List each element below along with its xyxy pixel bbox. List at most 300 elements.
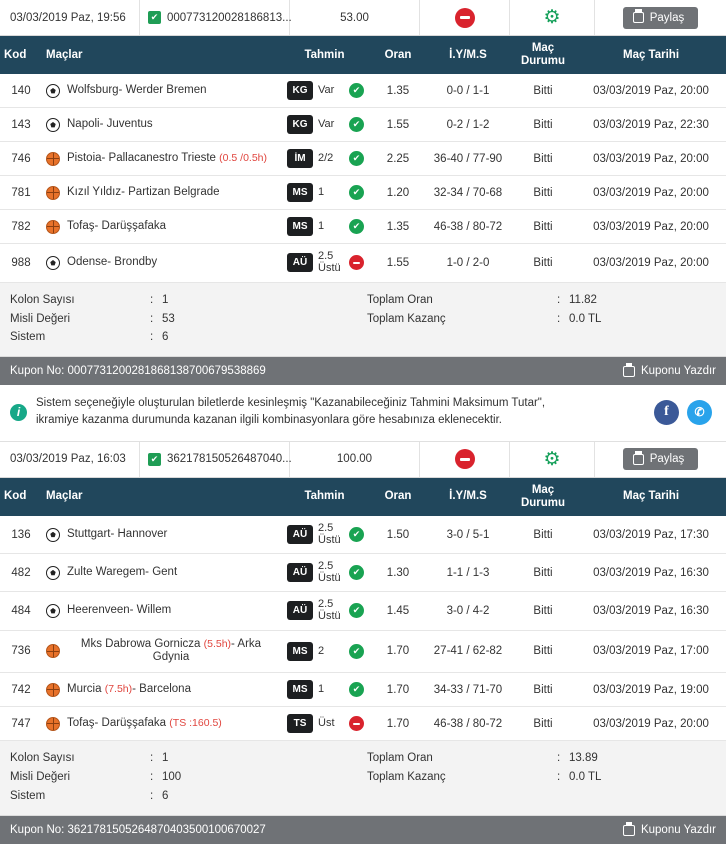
twitter-icon[interactable]: ✆ <box>687 400 712 425</box>
bet-value-line1: 2.5 <box>318 250 334 263</box>
row-kod: 781 <box>0 176 42 210</box>
match-name-text: Wolfsburg- Werder Bremen <box>67 84 207 97</box>
match-name-text: Stuttgart- Hannover <box>67 527 168 540</box>
match-inner <box>46 717 275 731</box>
tahmin-inner <box>283 251 366 274</box>
football-icon <box>46 118 60 132</box>
row-tahmin <box>279 592 370 630</box>
row-oran: 1.45 <box>370 592 426 630</box>
bet-type-badge: AÜ <box>287 253 313 272</box>
row-oran: 1.30 <box>370 554 426 592</box>
printer-icon <box>623 825 635 836</box>
table-row <box>0 108 726 142</box>
coupon-topbar <box>0 0 726 36</box>
match-name-text: Napoli- Juventus <box>67 118 153 131</box>
status-won-icon: ✔ <box>349 151 364 166</box>
summary-colon: : <box>150 752 154 765</box>
tahmin-inner <box>283 714 366 733</box>
info-icon: i <box>10 404 27 421</box>
coupon-code: 362178150526487040... <box>167 453 292 466</box>
match-inner <box>46 118 275 132</box>
share-printer-icon <box>633 12 644 23</box>
col-header-mac-durumu <box>510 36 576 74</box>
coupon-code: 000773120028186813... <box>167 11 292 24</box>
row-mac-durumu: Bitti <box>510 108 576 142</box>
cancel-coupon-cell <box>420 0 510 35</box>
row-kod: 136 <box>0 516 42 554</box>
settings-cell <box>510 0 595 35</box>
minus-bar <box>460 16 470 19</box>
row-mac-tarihi: 03/03/2019 Paz, 17:00 <box>576 630 726 673</box>
football-icon <box>46 604 60 618</box>
bet-value <box>318 561 344 584</box>
check-icon: ✔ <box>148 11 161 24</box>
col-header-oran: Oran <box>370 478 426 516</box>
bet-type-badge: KG <box>287 81 313 100</box>
col-header-tahmin: Tahmin <box>279 478 370 516</box>
match-name <box>67 152 267 166</box>
bet-value: 2/2 <box>318 152 334 165</box>
share-cell <box>595 0 726 35</box>
bet-type-badge: MS <box>287 183 313 202</box>
row-mac-durumu: Bitti <box>510 142 576 176</box>
match-name <box>67 118 153 132</box>
match-inner <box>46 152 275 166</box>
match-name-text: Mks Dabrowa Gornicza <box>80 637 201 650</box>
label-toplam-oran: Toplam Oran <box>367 752 433 765</box>
facebook-icon[interactable]: f <box>654 400 679 425</box>
summary-colon: : <box>150 771 154 784</box>
bet-type-badge: KG <box>287 115 313 134</box>
mac-durumu-line1: Maç <box>531 483 555 496</box>
match-handicap: (7.5h) <box>104 682 133 695</box>
value-toplam-oran: 11.82 <box>569 293 597 306</box>
bet-type-badge: AÜ <box>287 525 313 544</box>
row-iyms: 27-41 / 62-82 <box>426 630 510 673</box>
coupon-code-cell <box>140 442 290 477</box>
summary-colon: : <box>557 771 561 784</box>
coupon-block <box>0 442 726 844</box>
summary-right <box>363 749 726 806</box>
status-won-icon: ✔ <box>349 603 364 618</box>
summary-colon: : <box>557 293 561 306</box>
tahmin-inner <box>283 680 366 699</box>
col-header-tahmin: Tahmin <box>279 36 370 74</box>
row-kod: 482 <box>0 554 42 592</box>
status-won-icon: ✔ <box>349 117 364 132</box>
row-oran: 1.35 <box>370 210 426 244</box>
bet-value: 1 <box>318 682 325 695</box>
value-toplam-kazanc: 0.0 TL <box>569 771 602 784</box>
row-oran: 1.55 <box>370 244 426 282</box>
bets-table <box>0 478 726 741</box>
bet-type-badge: MS <box>287 217 313 236</box>
col-header-iyms: İ.Y/M.S <box>426 36 510 74</box>
check-icon: ✔ <box>148 453 161 466</box>
bet-type-badge: MS <box>287 642 313 661</box>
col-header-kod: Kod <box>0 478 42 516</box>
status-won-icon: ✔ <box>349 644 364 659</box>
row-match <box>42 673 279 707</box>
tahmin-inner <box>283 217 366 236</box>
row-mac-tarihi: 03/03/2019 Paz, 20:00 <box>576 142 726 176</box>
summary-colon: : <box>557 312 561 325</box>
tahmin-inner <box>283 523 366 546</box>
row-tahmin <box>279 707 370 741</box>
printer-icon <box>623 366 635 377</box>
match-name <box>67 528 167 542</box>
match-name-text: Kızıl Yıldız- Partizan Belgrade <box>67 186 220 199</box>
bet-value-line1: 2.5 <box>318 522 334 535</box>
bet-value-line2: Üstü <box>318 609 341 622</box>
label-sistem: Sistem <box>10 790 46 803</box>
row-tahmin <box>279 142 370 176</box>
match-name-text: Tofaş- Darüşşafaka <box>67 220 167 233</box>
basketball-icon <box>46 152 60 166</box>
football-icon <box>46 256 60 270</box>
summary-right <box>363 291 726 348</box>
tahmin-inner <box>283 115 366 134</box>
row-tahmin <box>279 210 370 244</box>
summary-row <box>367 291 726 310</box>
value-kolon-sayisi: 1 <box>162 752 169 765</box>
status-lost-bar <box>353 262 360 264</box>
coupon-block <box>0 0 726 385</box>
bet-value: 1 <box>318 186 325 199</box>
status-lost-icon <box>349 255 364 270</box>
match-name <box>67 220 166 234</box>
row-match <box>42 244 279 282</box>
basketball-icon <box>46 717 60 731</box>
row-iyms: 3-0 / 4-2 <box>426 592 510 630</box>
match-inner <box>46 84 275 98</box>
row-match <box>42 707 279 741</box>
row-iyms: 36-40 / 77-90 <box>426 142 510 176</box>
bet-type-badge: İM <box>287 149 313 168</box>
col-header-oran: Oran <box>370 36 426 74</box>
coupon-date: 03/03/2019 Paz, 19:56 <box>0 0 140 35</box>
row-mac-durumu: Bitti <box>510 210 576 244</box>
match-name <box>67 638 275 666</box>
coupon-date: 03/03/2019 Paz, 16:03 <box>0 442 140 477</box>
mac-durumu-line2: Durumu <box>520 497 566 509</box>
status-won-icon: ✔ <box>349 527 364 542</box>
col-header-kod: Kod <box>0 36 42 74</box>
row-oran: 1.20 <box>370 176 426 210</box>
status-won-icon: ✔ <box>349 219 364 234</box>
row-mac-tarihi: 03/03/2019 Paz, 20:00 <box>576 707 726 741</box>
match-name <box>67 566 177 580</box>
table-row <box>0 592 726 630</box>
status-lost-icon <box>349 716 364 731</box>
row-mac-durumu: Bitti <box>510 673 576 707</box>
table-row <box>0 516 726 554</box>
summary-row <box>367 768 726 787</box>
share-cell <box>595 442 726 477</box>
col-header-mac-tarihi: Maç Tarihi <box>576 478 726 516</box>
row-mac-tarihi: 03/03/2019 Paz, 17:30 <box>576 516 726 554</box>
bet-value <box>318 599 344 622</box>
row-oran: 1.70 <box>370 630 426 673</box>
basketball-icon <box>46 186 60 200</box>
row-mac-durumu: Bitti <box>510 554 576 592</box>
bet-value: Var <box>318 118 335 131</box>
bet-value-line2: Üstü <box>318 261 341 274</box>
match-name <box>67 604 171 618</box>
table-row <box>0 142 726 176</box>
share-button-label: Paylaş <box>649 453 685 466</box>
summary-row <box>10 328 363 347</box>
table-row <box>0 210 726 244</box>
mac-durumu-line1: Maç <box>531 42 555 54</box>
coupon-summary <box>0 741 726 816</box>
match-handicap: (TS :160.5) <box>169 716 222 729</box>
col-header-maclar: Maçlar <box>42 36 279 74</box>
row-iyms: 32-34 / 70-68 <box>426 176 510 210</box>
coupon-no-bar <box>0 816 726 844</box>
col-header-maclar: Maçlar <box>42 478 279 516</box>
bets-table <box>0 36 726 283</box>
match-handicap: (0.5 /0.5h) <box>219 152 268 165</box>
tahmin-inner <box>283 183 366 202</box>
row-tahmin <box>279 108 370 142</box>
row-match <box>42 516 279 554</box>
row-mac-tarihi: 03/03/2019 Paz, 16:30 <box>576 554 726 592</box>
row-oran: 2.25 <box>370 142 426 176</box>
row-kod: 782 <box>0 210 42 244</box>
coupon-no-bar <box>0 357 726 385</box>
status-won-icon: ✔ <box>349 682 364 697</box>
summary-left <box>0 291 363 348</box>
row-iyms: 46-38 / 80-72 <box>426 707 510 741</box>
match-handicap: (5.5h) <box>203 637 232 650</box>
basketball-icon <box>46 683 60 697</box>
value-kolon-sayisi: 1 <box>162 293 169 306</box>
summary-colon: : <box>150 312 154 325</box>
row-iyms: 46-38 / 80-72 <box>426 210 510 244</box>
row-match <box>42 74 279 108</box>
table-row <box>0 176 726 210</box>
row-mac-durumu: Bitti <box>510 244 576 282</box>
coupon-summary <box>0 283 726 358</box>
summary-row <box>10 291 363 310</box>
minus-bar <box>460 458 470 461</box>
row-match <box>42 108 279 142</box>
status-won-icon: ✔ <box>349 565 364 580</box>
match-inner <box>46 220 275 234</box>
row-oran: 1.50 <box>370 516 426 554</box>
col-header-mac-durumu <box>510 478 576 516</box>
row-tahmin <box>279 516 370 554</box>
mac-durumu-line2: Durumu <box>520 55 566 68</box>
share-printer-icon <box>633 454 644 465</box>
bet-value-line1: 2.5 <box>318 560 334 573</box>
label-kolon-sayisi: Kolon Sayısı <box>10 752 75 765</box>
tahmin-inner <box>283 81 366 100</box>
summary-colon: : <box>557 752 561 765</box>
print-coupon-button[interactable] <box>623 824 716 836</box>
row-oran: 1.70 <box>370 707 426 741</box>
value-misli-degeri: 100 <box>162 771 182 784</box>
table-row <box>0 74 726 108</box>
bet-value-line2: Üstü <box>318 571 341 584</box>
match-name-text: Zulte Waregem- Gent <box>67 565 178 578</box>
coupon-topbar <box>0 442 726 478</box>
status-won-icon: ✔ <box>349 185 364 200</box>
table-row <box>0 554 726 592</box>
table-row <box>0 673 726 707</box>
row-mac-tarihi: 03/03/2019 Paz, 16:30 <box>576 592 726 630</box>
row-kod: 747 <box>0 707 42 741</box>
football-icon <box>46 528 60 542</box>
bet-value: 2 <box>318 644 325 657</box>
coupon-no-text: Kupon No: 3621781505264870403500100670027 <box>10 824 266 836</box>
minus-circle-icon[interactable] <box>455 449 475 469</box>
status-won-icon: ✔ <box>349 83 364 98</box>
bet-value: Üst <box>318 716 335 729</box>
row-tahmin <box>279 630 370 673</box>
summary-row <box>10 310 363 329</box>
label-toplam-kazanc: Toplam Kazanç <box>367 771 446 784</box>
basketball-icon <box>46 644 60 658</box>
coupon-no-text: Kupon No: 0007731200281868138700679538869 <box>10 365 266 378</box>
row-iyms: 3-0 / 5-1 <box>426 516 510 554</box>
row-match <box>42 142 279 176</box>
share-button[interactable] <box>623 7 699 29</box>
col-header-mac-tarihi: Maç Tarihi <box>576 36 726 74</box>
row-match <box>42 592 279 630</box>
print-coupon-label: Kuponu Yazdır <box>640 824 716 836</box>
label-toplam-oran: Toplam Oran <box>367 293 433 306</box>
label-sistem: Sistem <box>10 331 46 344</box>
info-note-line-1: Sistem seçeneğiyle oluşturulan biletlerde kesinleşmiş "Kazanabileceğiniz Tahmini Maksimum Tutar", <box>36 397 546 410</box>
print-coupon-button[interactable] <box>623 365 716 377</box>
row-tahmin <box>279 244 370 282</box>
gear-icon[interactable]: ⚙ <box>543 7 561 28</box>
row-mac-durumu: Bitti <box>510 516 576 554</box>
row-kod: 988 <box>0 244 42 282</box>
row-iyms: 0-2 / 1-2 <box>426 108 510 142</box>
bet-type-badge: MS <box>287 680 313 699</box>
match-inner <box>46 256 275 270</box>
row-iyms: 1-0 / 2-0 <box>426 244 510 282</box>
match-name <box>67 186 220 200</box>
row-kod: 484 <box>0 592 42 630</box>
row-oran: 1.55 <box>370 108 426 142</box>
row-kod: 742 <box>0 673 42 707</box>
tahmin-inner <box>283 599 366 622</box>
row-iyms: 34-33 / 71-70 <box>426 673 510 707</box>
tahmin-inner <box>283 149 366 168</box>
row-mac-durumu: Bitti <box>510 176 576 210</box>
cancel-coupon-cell <box>420 442 510 477</box>
minus-circle-icon[interactable] <box>455 8 475 28</box>
label-misli-degeri: Misli Değeri <box>10 771 71 784</box>
info-note-line-2: ikramiye kazanma durumunda kazanan ilgili kombinasyonlara göre hesabınıza eklenecektir. <box>36 414 503 427</box>
summary-row <box>367 310 726 329</box>
coupon-amount: 100.00 <box>290 442 420 477</box>
match-name <box>67 683 191 697</box>
match-name-text: Pistoia- Pallacanestro Trieste <box>67 152 216 165</box>
summary-colon: : <box>150 790 154 803</box>
match-inner <box>46 683 275 697</box>
bet-value <box>318 251 344 274</box>
summary-row <box>10 768 363 787</box>
share-button[interactable] <box>623 448 699 470</box>
tahmin-inner <box>283 561 366 584</box>
summary-colon: : <box>150 293 154 306</box>
bet-value: 1 <box>318 220 325 233</box>
match-name <box>67 717 222 731</box>
match-inner <box>46 186 275 200</box>
print-coupon-label: Kuponu Yazdır <box>640 365 716 378</box>
social-buttons <box>654 400 716 425</box>
summary-colon: : <box>150 331 154 344</box>
row-mac-durumu: Bitti <box>510 74 576 108</box>
match-name-text: Odense- Brondby <box>67 256 158 269</box>
coupon-code-cell <box>140 0 290 35</box>
bet-value: Var <box>318 84 335 97</box>
row-mac-tarihi: 03/03/2019 Paz, 20:00 <box>576 210 726 244</box>
row-match <box>42 176 279 210</box>
bet-type-badge: AÜ <box>287 601 313 620</box>
basketball-icon <box>46 220 60 234</box>
coupon-amount: 53.00 <box>290 0 420 35</box>
value-sistem: 6 <box>162 331 169 344</box>
row-mac-tarihi: 03/03/2019 Paz, 22:30 <box>576 108 726 142</box>
row-kod: 143 <box>0 108 42 142</box>
status-lost-bar <box>353 723 360 725</box>
match-name-text: Heerenveen- Willem <box>67 604 172 617</box>
table-row <box>0 244 726 282</box>
match-name-text-2: - Barcelona <box>132 682 191 695</box>
match-inner <box>46 566 275 580</box>
bet-type-badge: TS <box>287 714 313 733</box>
value-toplam-oran: 13.89 <box>569 752 598 765</box>
bet-type-badge: AÜ <box>287 563 313 582</box>
row-iyms: 1-1 / 1-3 <box>426 554 510 592</box>
tahmin-inner <box>283 642 366 661</box>
table-row <box>0 630 726 673</box>
row-tahmin <box>279 74 370 108</box>
football-icon <box>46 566 60 580</box>
row-mac-tarihi: 03/03/2019 Paz, 20:00 <box>576 74 726 108</box>
summary-left <box>0 749 363 806</box>
row-match <box>42 630 279 673</box>
match-inner <box>46 604 275 618</box>
football-icon <box>46 84 60 98</box>
row-mac-durumu: Bitti <box>510 592 576 630</box>
row-kod: 736 <box>0 630 42 673</box>
label-kolon-sayisi: Kolon Sayısı <box>10 293 75 306</box>
value-sistem: 6 <box>162 790 169 803</box>
settings-cell <box>510 442 595 477</box>
bet-value-line1: 2.5 <box>318 598 334 611</box>
value-misli-degeri: 53 <box>162 312 175 325</box>
match-name <box>67 256 157 270</box>
summary-row <box>10 787 363 806</box>
match-inner <box>46 638 275 666</box>
row-tahmin <box>279 673 370 707</box>
row-mac-tarihi: 03/03/2019 Paz, 20:00 <box>576 176 726 210</box>
match-name-text: Murcia <box>67 682 102 695</box>
system-info-note <box>0 385 726 441</box>
row-kod: 746 <box>0 142 42 176</box>
row-mac-tarihi: 03/03/2019 Paz, 20:00 <box>576 244 726 282</box>
match-inner <box>46 528 275 542</box>
gear-icon[interactable]: ⚙ <box>543 448 561 470</box>
match-name-text-2: - Arka Gdynia <box>152 637 262 664</box>
